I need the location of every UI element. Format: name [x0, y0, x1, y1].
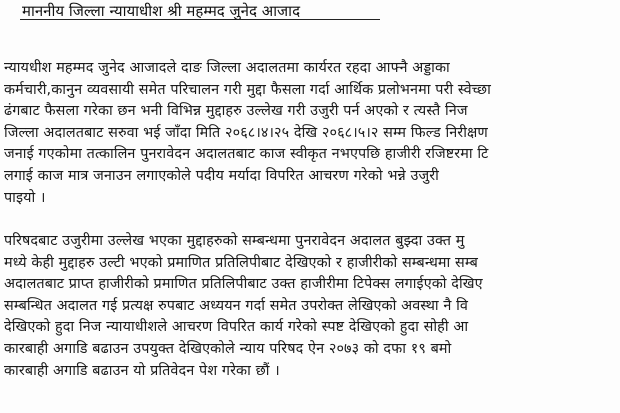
- paragraph-line: लगाई काज मात्र जनाउन लगाएकोले पदीय मर्यादा विपरित आचरण गरेको भन्ने उजुरी: [4, 167, 440, 184]
- paragraph-line: अदालतबाट प्राप्त हाजीरीको प्रमाणित प्रतिलिपीबाट उक्त हाजीरीमा टिपेक्स लगाईएको देखिए: [4, 276, 483, 293]
- paragraph-line: कारबाही अगाडि बढाउन यो प्रतिवेदन पेश गरेका छौं ।: [4, 362, 280, 379]
- paragraph-complaint: [4, 58, 620, 209]
- paragraph-line: कर्मचारी,कानुन व्यवसायी समेत परिचालन गरी मुद्दा फैसला गर्दा आर्थिक प्रलोभनमा परी स्वेच्छा: [4, 81, 491, 98]
- paragraph-line: परिषदबाट उजुरीमा उल्लेख भएका मुद्दाहरुको सम्बन्धमा पुनरावेदन अदालत बुझ्दा उक्त मु: [4, 233, 465, 249]
- paragraph-line: ढंगबाट फैसला गरेका छन भनी विभिन्न मुद्दाहरु उल्लेख गरी उजुरी पर्न अएको र त्यस्तै निज: [4, 103, 468, 120]
- paragraph-line: कारबाही अगाडि बढाउन उपयुक्त देखिएकोले न्याय परिषद ऐन २०७३ को दफा १९ बमो: [4, 340, 452, 357]
- paragraph-line: न्यायधीश महम्मद जुनेद आजादले दाङ जिल्ला अदालतमा कार्यरत रहदा आफ्नै अड्डाका: [4, 60, 450, 76]
- paragraph-line: देखिएको हुदा निज न्यायाधीशले आचरण विपरित कार्य गरेको स्पष्ट देखिएको हुदा सोही आ: [4, 319, 469, 336]
- paragraph-line: जनाई गएकोमा तत्कालिन पुनरावेदन अदालतबाट काज स्वीकृत नभएपछि हाजीरी रजिष्टरमा टि: [4, 146, 489, 163]
- heading-underline: [20, 19, 380, 20]
- paragraph-findings: [4, 231, 620, 382]
- document-heading: माननीय जिल्ला न्यायाधीश श्री महम्मद जुनेद आजाद: [22, 2, 301, 20]
- paragraph-line: पाइयो ।: [4, 189, 46, 206]
- paragraph-line: सम्बन्धित अदालत गई प्रत्यक्ष रुपबाट अध्ययन गर्दा समेत उपरोक्त लेखिएको अवस्था नै वि: [4, 297, 468, 314]
- paragraph-line: मध्ये केही मुद्दाहरु उल्टी भएको प्रमाणित प्रतिलिपीबाट देखिएको र हाजीरीको सम्बन्धमा सम्ब: [4, 254, 478, 271]
- paragraph-line: जिल्ला अदालतबाट सरुवा भई जाँदा मिति २०६८।४।२५ देखि २०६८।५।२ सम्म फिल्ड निरीक्षण: [4, 124, 488, 141]
